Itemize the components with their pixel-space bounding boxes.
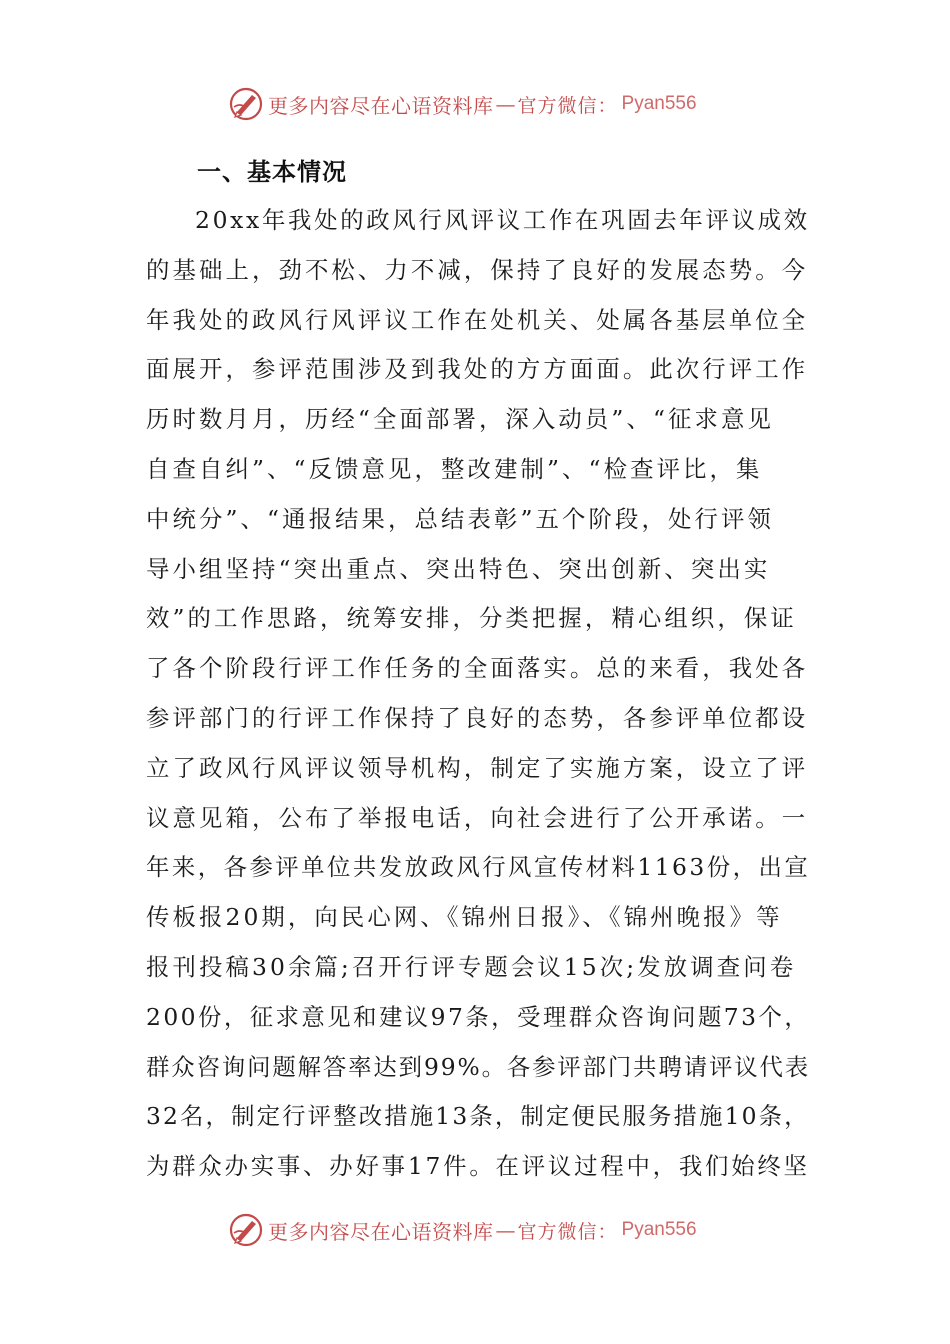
body-paragraph [146, 200, 810, 1196]
paragraph-line: 的基础上，劲不松、力不减，保持了良好的发展态势。今 [146, 255, 809, 284]
paragraph-line: 为群众办实事、办好事17件。在评议过程中，我们始终坚 [146, 1152, 810, 1181]
watermark-footer [228, 1210, 697, 1250]
paragraph-line: 议意见箱，公布了举报电话，向社会进行了公开承诺。一 [146, 803, 809, 832]
paragraph-line: 20xx年我处的政风行风评议工作在巩固去年评议成效 [195, 206, 810, 234]
pen-logo-icon [228, 1212, 264, 1248]
paragraph-line: 年我处的政风行风评议工作在处机关、处属各基层单位全 [146, 305, 809, 334]
paragraph-line: 32名，制定行评整改措施13条，制定便民服务措施10条， [146, 1102, 810, 1131]
watermark-dash: — [495, 92, 516, 116]
paragraph-line: 200份，征求意见和建议97条，受理群众咨询问题73个， [146, 1002, 811, 1031]
section-heading: 一、基本情况 [197, 158, 347, 186]
paragraph-line: 中统分”、“通报结果，总结表彰”五个阶段，处行评领 [146, 504, 774, 533]
watermark-main-text: 更多内容尽在心语资料库 [268, 93, 494, 118]
paragraph-line: 面展开，参评范围涉及到我处的方方面面。此次行评工作 [146, 355, 809, 384]
paragraph-line: 了各个阶段行评工作任务的全面落实。总的来看，我处各 [146, 654, 809, 683]
paragraph-line: 参评部门的行评工作保持了良好的态势，各参评单位都设 [146, 703, 809, 732]
paragraph-line: 报刊投稿30余篇;召开行评专题会议15次;发放调查问卷 [146, 952, 797, 981]
paragraph-line: 历时数月月，历经“全面部署，深入动员”、“征求意见 [146, 405, 774, 434]
watermark-wechat-id: Pyan556 [621, 93, 697, 114]
paragraph-line: 传板报20期，向民心网、《锦州日报》、《锦州晚报》等 [146, 903, 783, 932]
pen-logo-icon [228, 86, 264, 122]
paragraph-line: 效”的工作思路，统筹安排，分类把握，精心组织，保证 [146, 604, 797, 633]
watermark-header [228, 84, 697, 124]
watermark-main-text: 更多内容尽在心语资料库 [268, 1219, 494, 1244]
paragraph-line: 群众咨询问题解答率达到99%。各参评部门共聘请评议代表 [146, 1052, 811, 1081]
paragraph-line: 年来，各参评单位共发放政风行风宣传材料1163份，出宣 [146, 853, 811, 882]
paragraph-line: 导小组坚持“突出重点、突出特色、突出创新、突出实 [146, 554, 771, 583]
watermark-wechat-label: 官方微信： [517, 94, 618, 117]
paragraph-line: 自查自纠”、“反馈意见，整改建制”、“检查评比，集 [146, 454, 763, 483]
watermark-wechat-label: 官方微信： [517, 1220, 618, 1243]
watermark-dash: — [495, 1218, 516, 1242]
paragraph-line: 立了政风行风评议领导机构，制定了实施方案，设立了评 [146, 753, 809, 782]
watermark-wechat-id: Pyan556 [621, 1219, 697, 1240]
